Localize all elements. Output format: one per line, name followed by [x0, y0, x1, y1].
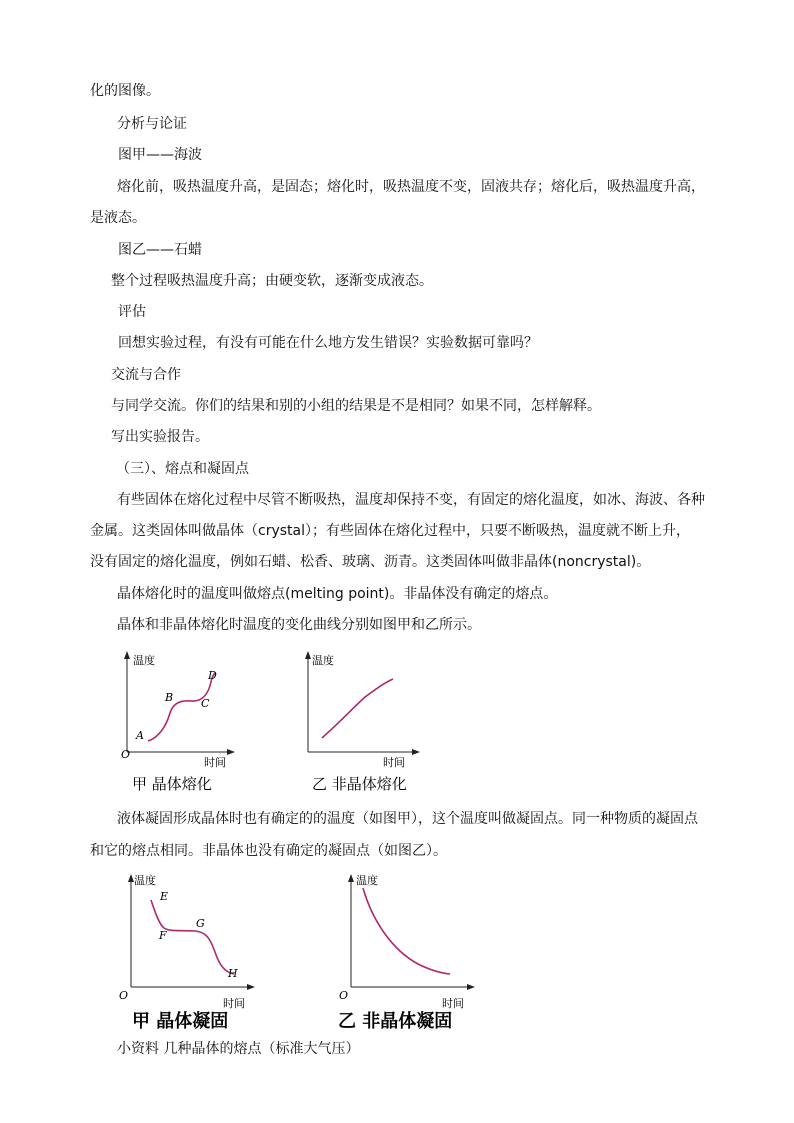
melting-curve [322, 679, 393, 738]
figure-noncrystal-solidifying [320, 868, 480, 1008]
figure-caption: 乙 非晶体凝固 [338, 1011, 453, 1032]
x-axis-label: 时间 [442, 997, 464, 1010]
text-line: 金属。这类固体叫做晶体（crystal）；有些固体在熔化过程中，只要不断吸热，温度就不断上升， [90, 523, 690, 539]
sub-heading: 图乙——石蜡 [118, 242, 202, 258]
x-axis-label: 时间 [383, 756, 405, 769]
text-line: 是液态。 [90, 210, 146, 226]
text-line: 化的图像。 [90, 83, 160, 99]
point-label-e: E [160, 890, 169, 903]
point-label-c: C [201, 697, 210, 710]
y-axis-label: 温度 [134, 874, 156, 887]
origin-label: O [121, 748, 131, 761]
text-line: 晶体和非晶体熔化时温度的变化曲线分别如图甲和乙所示。 [117, 617, 481, 633]
point-label-a: A [136, 729, 144, 742]
x-axis-label: 时间 [204, 756, 226, 769]
text-line: 与同学交流。你们的结果和别的小组的结果是不是相同？如果不同，怎样解释。 [111, 398, 601, 414]
text-line: 回想实验过程，有没有可能在什么地方发生错误？实验数据可靠吗？ [118, 335, 538, 351]
figure-caption: 甲 晶体熔化 [132, 775, 212, 793]
sub-heading: 图甲——海波 [118, 147, 202, 163]
x-axis-label: 时间 [223, 997, 245, 1010]
figure-crystal-melting [100, 645, 240, 775]
y-axis-label: 温度 [312, 654, 334, 667]
text-line: 写出实验报告。 [111, 429, 209, 445]
origin-label: O [339, 989, 349, 1002]
y-axis-label: 温度 [356, 874, 378, 887]
text-line: 整个过程吸热温度升高；由硬变软，逐渐变成液态。 [111, 273, 433, 289]
point-label-d: D [208, 669, 217, 682]
text-line: 液体凝固形成晶体时也有确定的的温度（如图甲），这个温度叫做凝固点。同一种物质的凝固点 [117, 811, 698, 827]
solidifying-curve [363, 888, 450, 974]
section-heading: 评估 [118, 304, 146, 320]
point-label-h: H [228, 967, 238, 980]
point-label-f: F [159, 929, 167, 942]
point-label-g: G [196, 917, 205, 930]
figure-crystal-solidifying [100, 868, 260, 1008]
info-note: 小资料 几种晶体的熔点（标准大气压） [117, 1041, 360, 1057]
text-line: 有些固体在熔化过程中尽管不断吸热，温度却保持不变，有固定的熔化温度，如冰、海波、各种 [117, 492, 705, 508]
figure-caption: 甲 晶体凝固 [132, 1011, 229, 1032]
text-line: 熔化前，吸热温度升高，是固态；熔化时，吸热温度不变，固液共存；熔化后，吸热温度升高， [117, 179, 705, 195]
point-label-b: B [165, 691, 174, 704]
section-heading: 交流与合作 [111, 367, 181, 383]
text-line: 晶体熔化时的温度叫做熔点(melting point)。非晶体没有确定的熔点。 [117, 586, 558, 602]
figure-noncrystal-melting [285, 645, 425, 775]
text-line: 没有固定的熔化温度，例如石蜡、松香、玻璃、沥青。这类固体叫做非晶体(noncrystal)。 [90, 554, 651, 570]
y-axis-label: 温度 [133, 654, 155, 667]
origin-label: O [119, 989, 129, 1002]
figure-caption: 乙 非晶体熔化 [312, 775, 407, 793]
section-heading: 分析与论证 [117, 116, 187, 132]
section-heading: （三）、熔点和凝固点 [116, 461, 249, 477]
text-line: 和它的熔点相同。非晶体也没有确定的凝固点（如图乙）。 [90, 843, 447, 859]
